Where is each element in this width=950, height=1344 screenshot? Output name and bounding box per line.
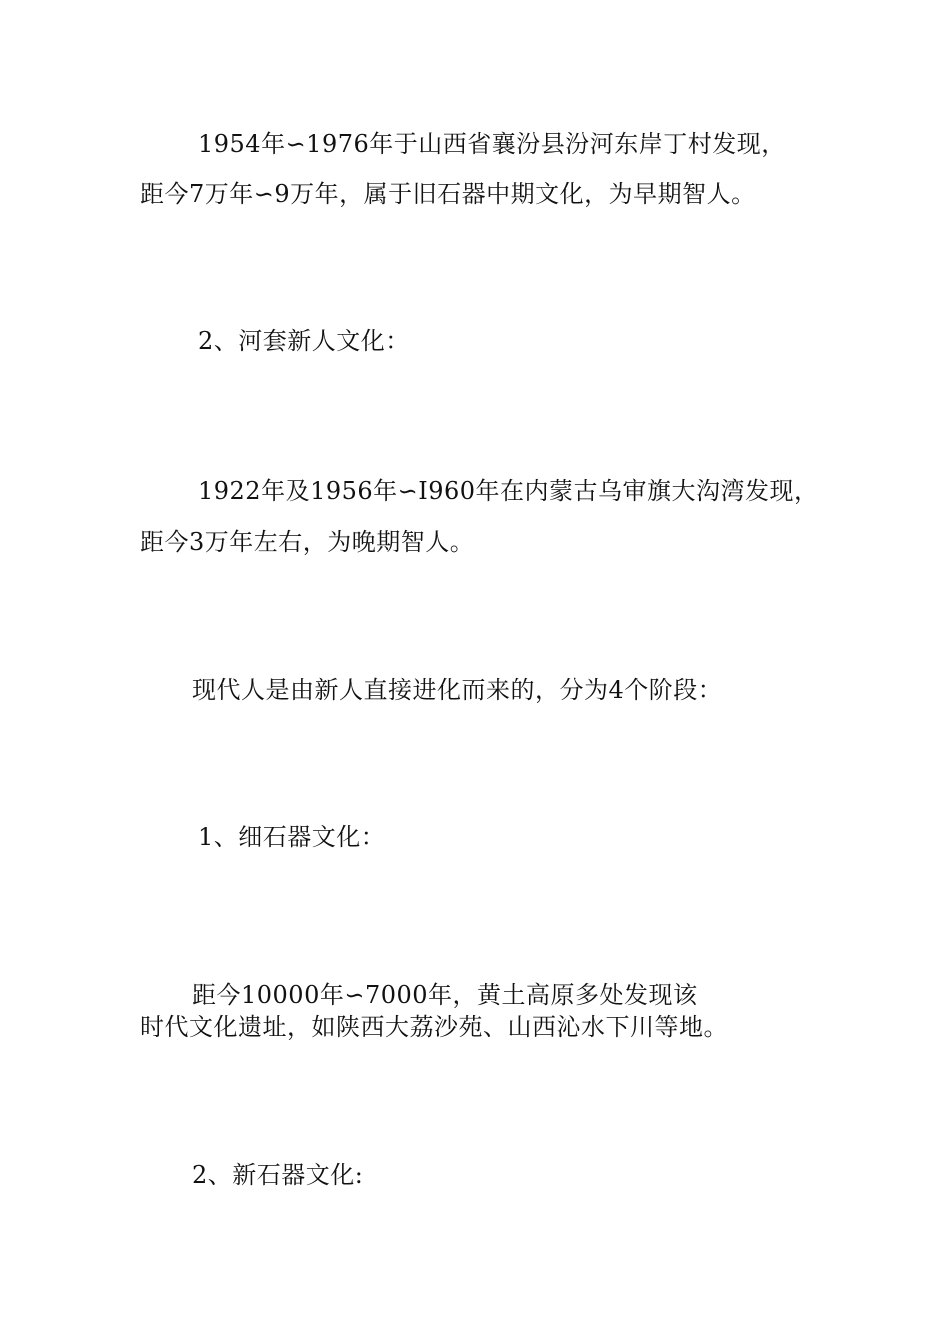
paragraph-hetao-line-2: 距今3万年左右，为晚期智人。 <box>140 528 475 556</box>
paragraph-dingcun-line-2: 距今7万年∽9万年，属于旧石器中期文化，为早期智人。 <box>140 180 756 208</box>
paragraph-microlithic-line-2: 时代文化遗址，如陕西大荔沙苑、山西沁水下川等地。 <box>140 1013 728 1041</box>
heading-neolithic-culture: 2、新石器文化: <box>192 1161 364 1189</box>
paragraph-modern-humans: 现代人是由新人直接进化而来的，分为4个阶段： <box>192 676 723 704</box>
heading-hetao-culture: 2、河套新人文化： <box>198 327 410 355</box>
paragraph-microlithic-line-1: 距今10000年∽7000年，黄土高原多处发现该 <box>192 981 698 1009</box>
paragraph-dingcun-line-1: 1954年∽1976年于山西省襄汾县汾河东岸丁村发现， <box>198 130 786 158</box>
paragraph-hetao-line-1: 1922年及1956年∽I960年在内蒙古乌审旗大沟湾发现， <box>198 477 819 505</box>
heading-microlithic-culture: 1、细石器文化： <box>198 823 386 851</box>
